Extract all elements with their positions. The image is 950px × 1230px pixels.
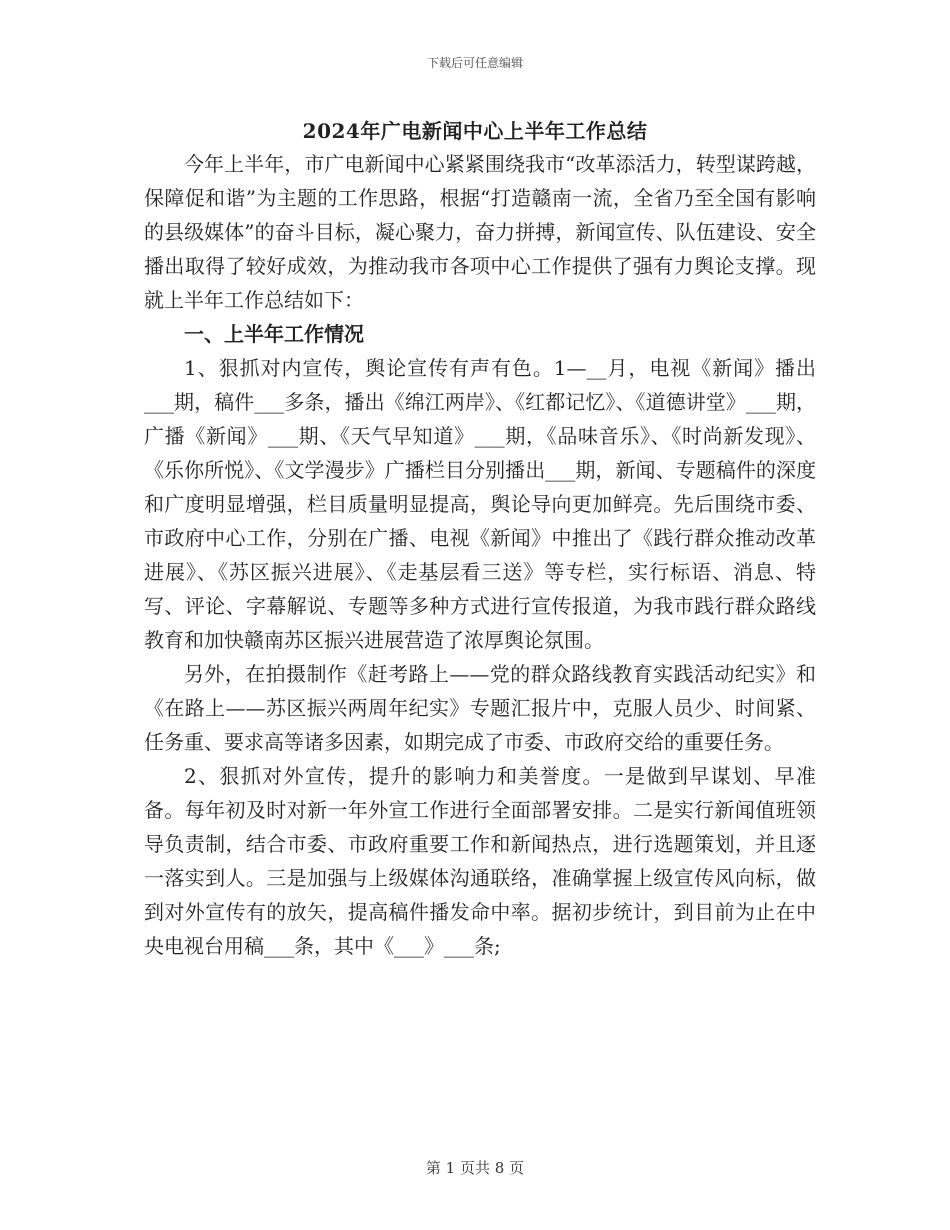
document-body bbox=[144, 147, 816, 963]
section-heading: 一、上半年工作情况 bbox=[184, 322, 364, 346]
header-note: 下载后可任意编辑 bbox=[426, 56, 523, 70]
document-title: 2024年广电新闻中心上半年工作总结 bbox=[302, 119, 648, 143]
paragraph-internal-publicity: 1、狠抓对内宣传，舆论宣传有声有色。1—__月，电视《新闻》播出___期，稿件___多条，播出《绵江两岸》、《红都记忆》、《道德讲堂》___期，广播《新闻》___期、《天气早知道》___期，《品味音乐》、《时尚新发现》、《乐你所悦》、《文学漫步》广播栏目分别播出___期，新闻、专题稿件的深度和广度明显增强，栏目质量明显提高，舆论导向更加鲜亮。先后围绕市委、市政府中心工作，分别在广播、电视《新闻》中推出了《践行群众推动改革进展》、《苏区振兴进展》、《走基层看三送》等专栏，实行标语、消息、特写、评论、字幕解说、专题等多种方式进行宣传报道，为我市践行群众路线教育和加快赣南苏区振兴进展营造了浓厚舆论氛围。 bbox=[144, 356, 816, 652]
paragraph-intro: 今年上半年，市广电新闻中心紧紧围绕我市“改革添活力，转型谋跨越，保障促和谐”为主题的工作思路，根据“打造赣南一流，全省乃至全国有影响的县级媒体”的奋斗目标，凝心聚力，奋力拼搏，新闻宣传、队伍建设、安全播出取得了较好成效，为推动我市各项中心工作提供了强有力舆论支撑。现就上半年工作总结如下： bbox=[144, 152, 816, 312]
page-footer: 第 1 页共 8 页 bbox=[425, 1159, 525, 1177]
paragraph-external-publicity: 2、狠抓对外宣传，提升的影响力和美誉度。一是做到早谋划、早准备。每年初及时对新一年外宣工作进行全面部署安排。二是实行新闻值班领导负责制，结合市委、市政府重要工作和新闻热点，进行选题策划，并且逐一落实到人。三是加强与上级媒体沟通联络，准确掌握上级宣传风向标，做到对外宣传有的放矢，提高稿件播发命中率。据初步统计，到目前为止在中央电视台用稿___条，其中《___》___条; bbox=[144, 764, 816, 958]
paragraph-additional: 另外，在拍摄制作《赶考路上——党的群众路线教育实践活动纪实》和《在路上——苏区振兴两周年纪实》专题汇报片中，克服人员少、时间紧、任务重、要求高等诸多因素，如期完成了市委、市政府交给的重要任务。 bbox=[144, 662, 816, 754]
